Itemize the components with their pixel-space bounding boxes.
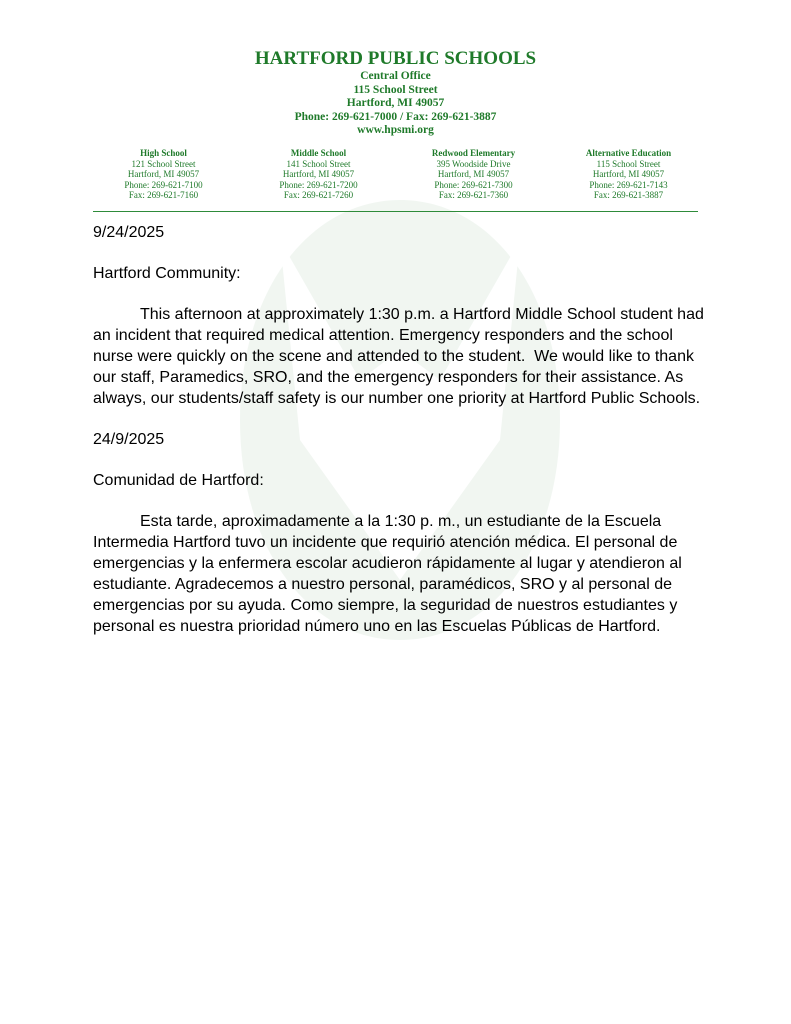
school-alternative — [551, 148, 706, 201]
english-date: 9/24/2025 — [93, 224, 165, 241]
school-phone: Phone: 269-621-7300 — [434, 179, 513, 190]
school-city: Hartford, MI 49057 — [127, 169, 200, 179]
school-redwood — [396, 148, 551, 201]
spanish-date: 24/9/2025 — [93, 431, 165, 448]
school-fax: Fax: 269-621-7360 — [438, 190, 509, 200]
school-street: 121 School Street — [131, 158, 196, 169]
spanish-greeting: Comunidad de Hartford: — [93, 472, 264, 489]
school-fax: Fax: 269-621-7260 — [283, 190, 354, 200]
english-paragraph — [93, 304, 704, 409]
school-directory — [86, 148, 706, 201]
letterhead — [0, 48, 791, 138]
school-street: 115 School Street — [596, 158, 661, 169]
school-phone: Phone: 269-621-7200 — [279, 179, 358, 190]
text-line: emergencias y la enfermera escolar acudieron rápidamente al lugar y atendieron al — [93, 555, 682, 572]
text-line: personal es nuestra prioridad número uno en las Escuelas Públicas de Hartford. — [93, 618, 661, 635]
letter-body — [93, 222, 704, 657]
text-line: Intermedia Hartford tuvo un incidente que requirió atención médica. El personal de — [93, 534, 678, 551]
school-fax: Fax: 269-621-3887 — [593, 190, 664, 200]
district-name: HARTFORD PUBLIC SCHOOLS — [254, 48, 537, 69]
text-line: This afternoon at approximately 1:30 p.m. a Hartford Middle School student had — [140, 306, 704, 323]
school-name: Alternative Education — [585, 148, 672, 158]
office-city: Hartford, MI 49057 — [346, 97, 445, 109]
english-greeting: Hartford Community: — [93, 265, 241, 282]
school-name: Middle School — [290, 148, 347, 158]
header-divider — [93, 211, 698, 212]
office-name: Central Office — [360, 70, 431, 82]
spanish-paragraph — [93, 511, 704, 637]
office-phone-fax: Phone: 269-621-7000 / Fax: 269-621-3887 — [294, 110, 497, 123]
school-name: High School — [140, 148, 187, 158]
text-line: emergencias por su ayuda. Como siempre, la seguridad de nuestros estudiantes y — [93, 597, 678, 614]
school-city: Hartford, MI 49057 — [437, 169, 510, 179]
school-city: Hartford, MI 49057 — [282, 169, 355, 179]
school-street: 395 Woodside Drive — [436, 158, 511, 169]
school-phone: Phone: 269-621-7143 — [589, 179, 668, 190]
text-line: Esta tarde, aproximadamente a la 1:30 p. m., un estudiante de la Escuela — [140, 513, 662, 530]
text-line: an incident that required medical attention. Emergency responders and the school — [93, 327, 673, 344]
school-high — [86, 148, 241, 201]
text-line: our staff, Paramedics, SRO, and the emergency responders for their assistance. As — [93, 369, 684, 386]
website-link[interactable]: www.hpsmi.org — [357, 124, 434, 136]
school-phone: Phone: 269-621-7100 — [124, 179, 203, 190]
school-middle — [241, 148, 396, 201]
text-line: always, our students/staff safety is our number one priority at Hartford Public Schools. — [93, 390, 701, 407]
school-fax: Fax: 269-621-7160 — [128, 190, 199, 200]
school-city: Hartford, MI 49057 — [592, 169, 665, 179]
office-street: 115 School Street — [353, 83, 438, 96]
school-street: 141 School Street — [286, 158, 351, 169]
text-line: nurse were quickly on the scene and attended to the student. We would like to thank — [93, 348, 694, 365]
text-line: estudiante. Agradecemos a nuestro personal, paramédicos, SRO y al personal de — [93, 576, 672, 593]
school-name: Redwood Elementary — [431, 148, 516, 158]
